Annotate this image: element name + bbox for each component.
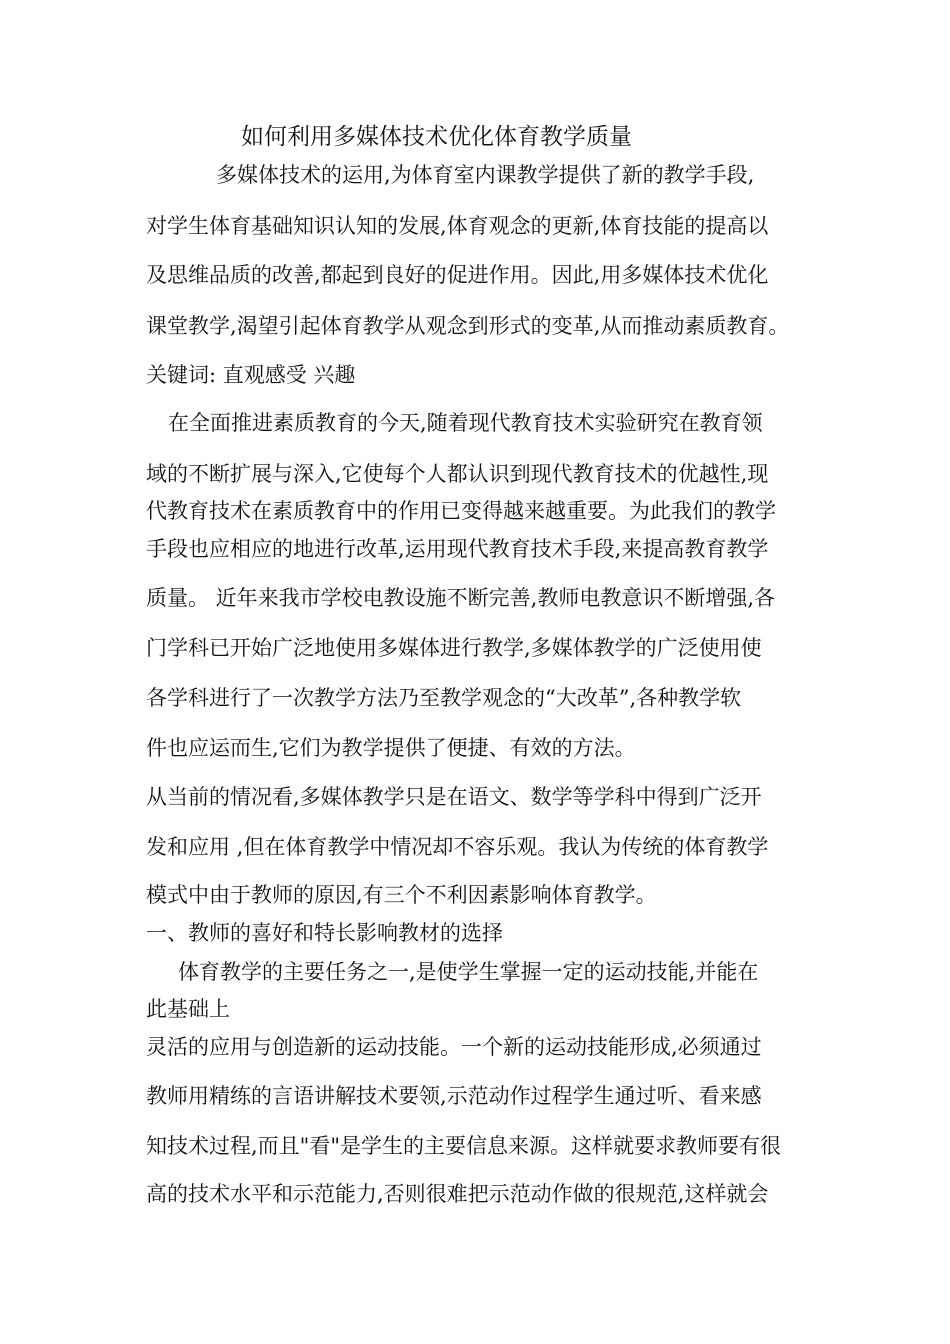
text-line: 手段也应相应的地进行改革,运用现代教育技术手段,来提高教育教学 (146, 537, 769, 561)
text-line: 从当前的情况看,多媒体教学只是在语文、数学等学科中得到广泛开 (146, 785, 762, 809)
text-line: 件也应运而生,它们为教学提供了便捷、有效的方法。 (146, 736, 636, 760)
text-line: 教师用精练的言语讲解技术要领,示范动作过程学生通过听、看来感 (146, 1084, 762, 1108)
text-line: 及思维品质的改善,都起到良好的促进作用。因此,用多媒体技术优化 (146, 263, 769, 287)
text-line: 此基础上 (146, 997, 230, 1021)
text-line: 代教育技术在素质教育中的作用已变得越来越重要。为此我们的教学 (146, 499, 776, 523)
text-line: 质量。 近年来我市学校电教设施不断完善,教师电教意识不断增强,各 (146, 586, 776, 610)
keywords-line: 关键词: 直观感受 兴趣 (146, 363, 356, 387)
text-line: 灵活的应用与创造新的运动技能。一个新的运动技能形成,必须通过 (146, 1035, 762, 1059)
text-line: 各学科进行了一次教学方法乃至教学观念的“大改革”,各种教学软 (146, 686, 742, 710)
section-heading: 一、教师的喜好和特长影响教材的选择 (146, 921, 503, 945)
text-line: 多媒体技术的运用,为体育室内课教学提供了新的教学手段, (216, 163, 755, 187)
text-line: 对学生体育基础知识认知的发展,体育观念的更新,体育技能的提高以 (146, 214, 769, 238)
text-line: 域的不断扩展与深入,它使每个人都认识到现代教育技术的优越性,现 (146, 462, 769, 486)
document-title: 如何利用多媒体技术优化体育教学质量 (241, 124, 632, 150)
text-line: 课堂教学,渴望引起体育教学从观念到形式的变革,从而推动素质教育。 (146, 314, 790, 338)
text-line: 体育教学的主要任务之一,是使学生掌握一定的运动技能,并能在 (178, 960, 759, 984)
text-line: 知技术过程,而且"看"是学生的主要信息来源。这样就要求教师要有很 (146, 1134, 781, 1158)
text-line: 在全面推进素质教育的今天,随着现代教育技术实验研究在教育领 (168, 411, 763, 435)
text-line: 门学科已开始广泛地使用多媒体进行教学,多媒体教学的广泛使用使 (146, 636, 762, 660)
text-line: 发和应用 ,但在体育教学中情况却不容乐观。我认为传统的体育教学 (146, 835, 769, 859)
text-line: 高的技术水平和示范能力,否则很难把示范动作做的很规范,这样就会 (146, 1182, 769, 1206)
text-line: 模式中由于教师的原因,有三个不利因素影响体育教学。 (146, 883, 657, 907)
